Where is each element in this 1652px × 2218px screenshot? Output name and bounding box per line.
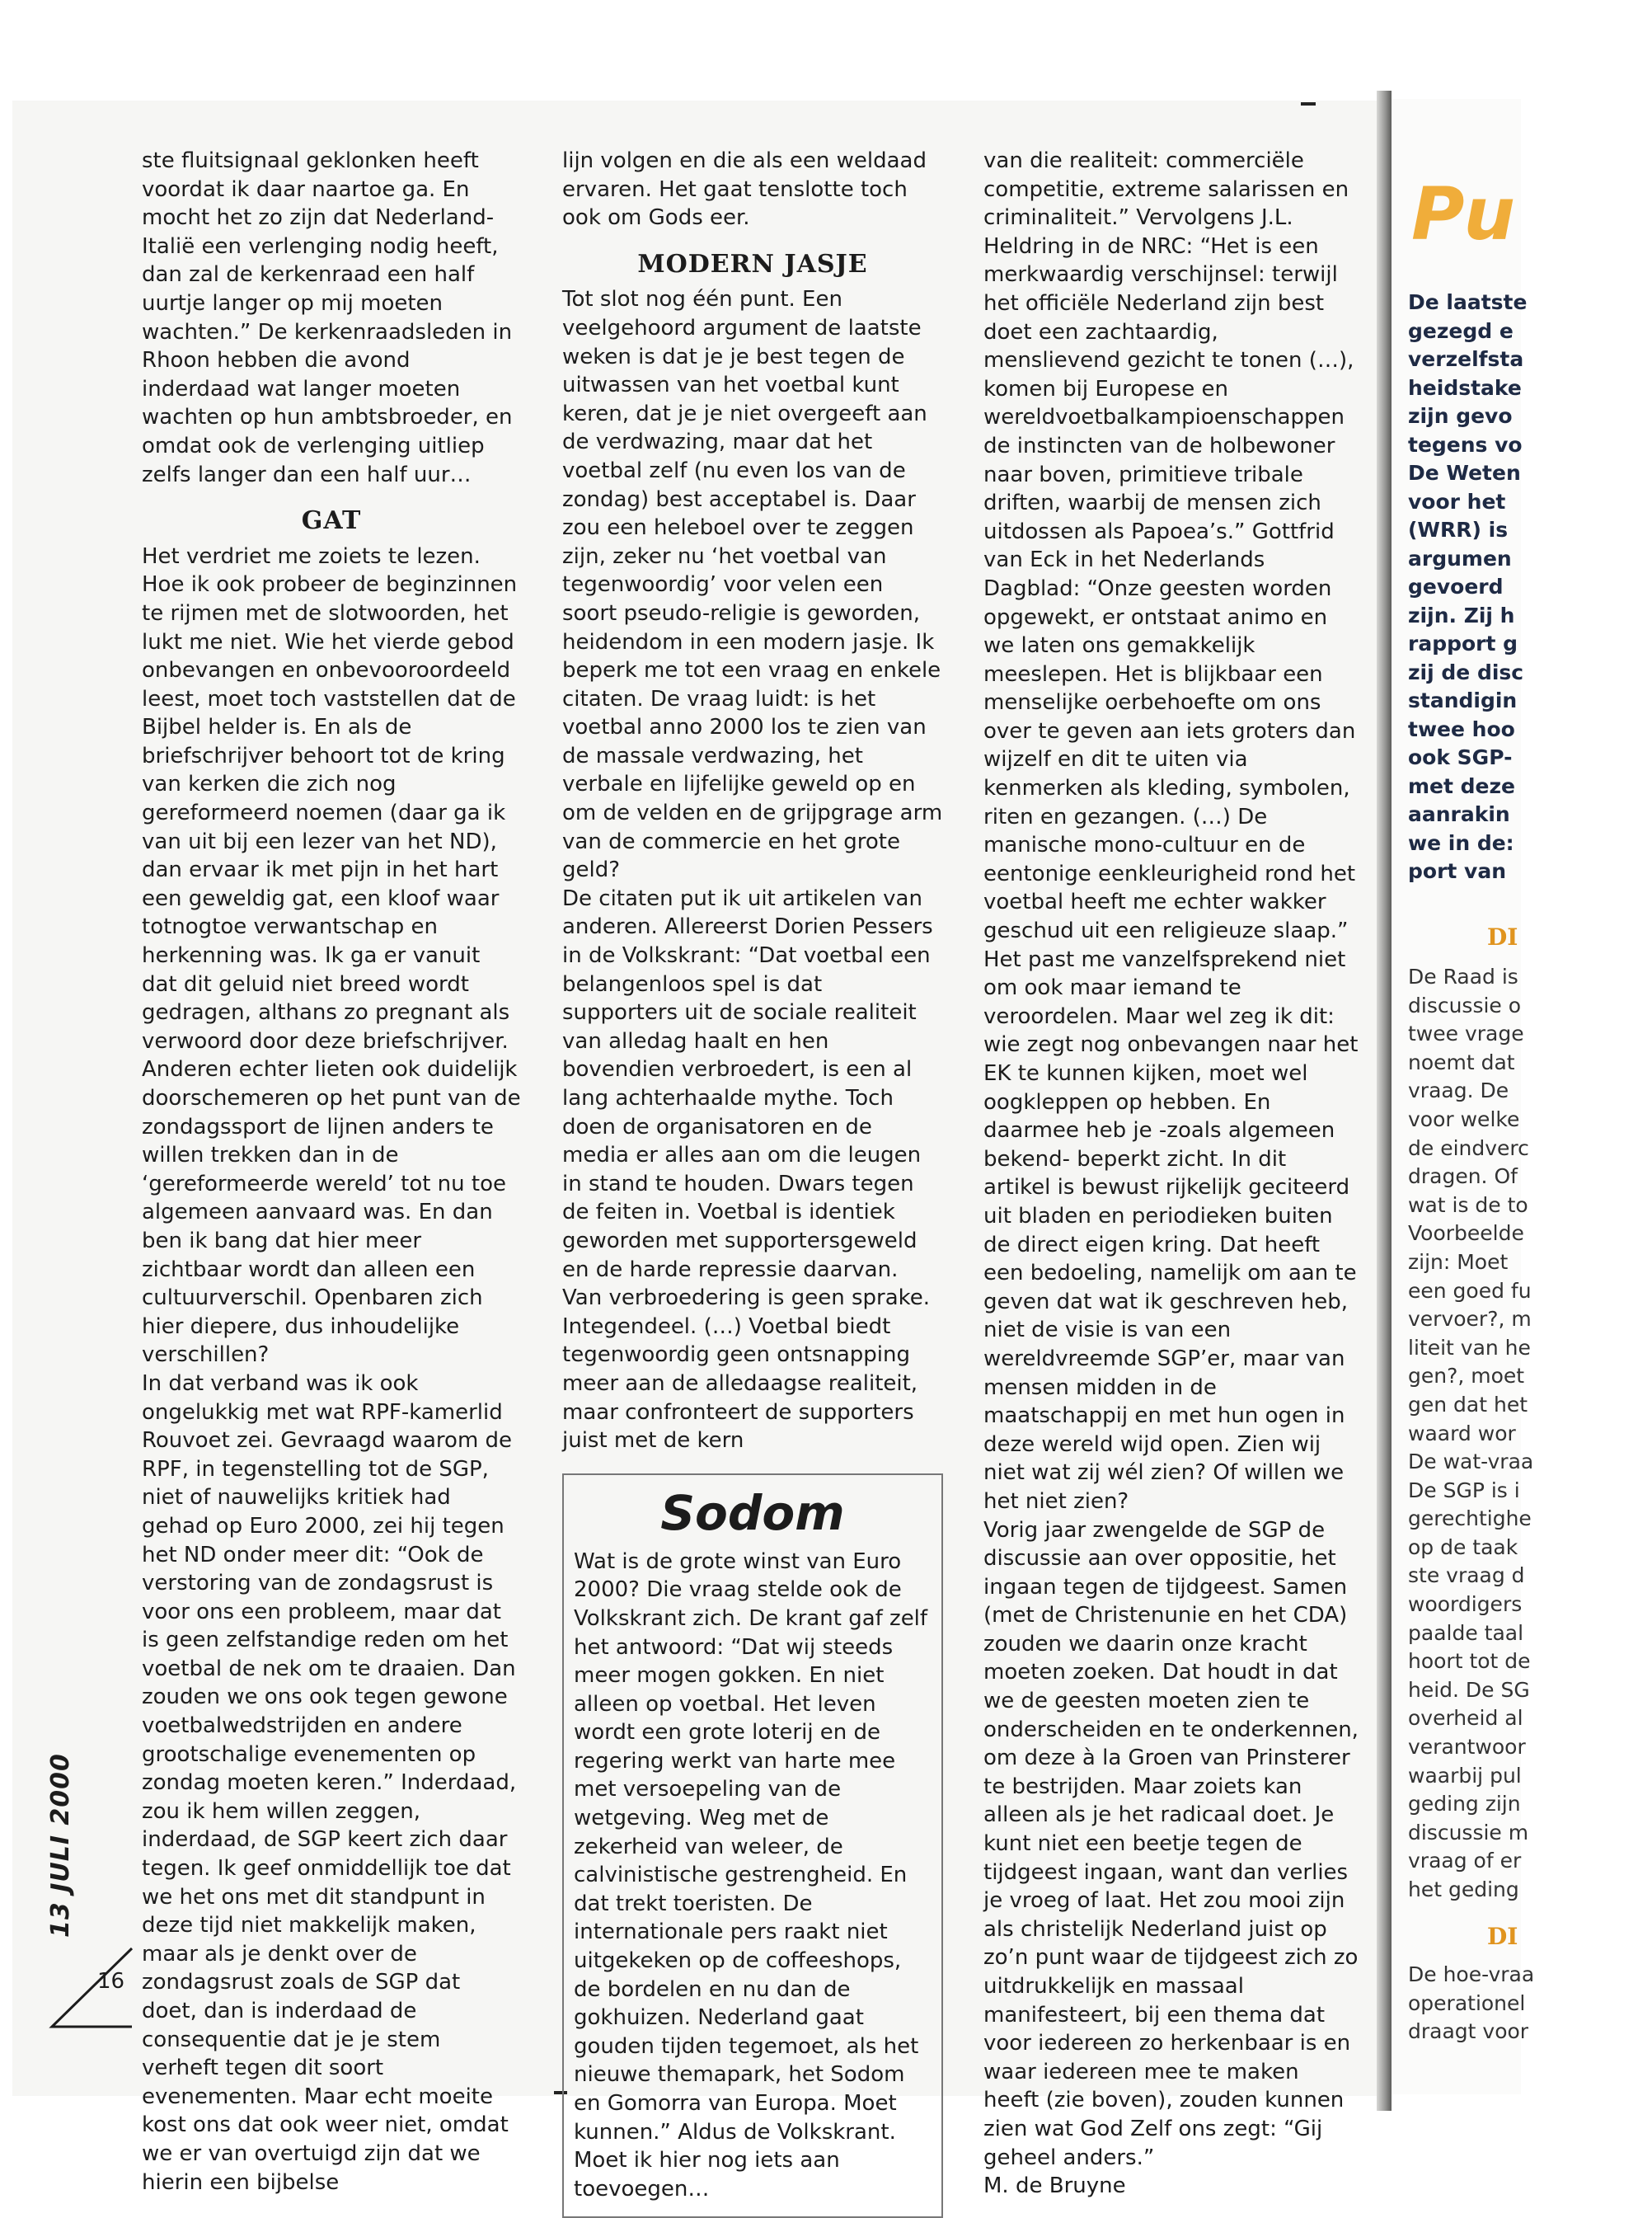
facing-page-intro (1408, 289, 1606, 886)
article-column-2 (562, 147, 943, 2218)
facing-page-line: ook SGP- (1408, 745, 1513, 769)
facing-page-line: standigin (1408, 688, 1518, 712)
article-paragraph: In dat verband was ik ook ongelukkig met wat RPF-kamerlid Rouvoet zei. Gevraagd waarom de RPF, in tegenstelling tot de SGP, niet of nauwelijks kritiek had gehad op Euro 2000, zei hij tegen het ND onder meer dit: “Ook de verstoring van de zondagsrust is voor ons een probleem, maar dat is geen zelfstandige reden om het voetbal de nek om te draaien. Dan zouden we ons ook tegen gewone voetbalwedstrijden en andere grootschalige evenementen op zondag moeten keren.” Inderdaad, zou ik hem willen zeggen, inderdaad, de SGP keert zich daar tegen. Ik geef onmiddellijk toe dat we het ons met dit standpunt in deze tijd niet makkelijk maken, maar als je denkt over de zondagsrust zoals de SGP dat doet, dan is inderdaad de consequentie dat je je stem verheft tegen dit soort evenementen. Maar echt moeite kost ons dat ook weer niet, omdat we er van overtuigd zijn dat we hierin een bijbelse (142, 1370, 517, 2195)
article-paragraph: De citaten put ik uit artikelen van anderen. Allereerst Dorien Pessers in de Volkskrant: “Dat voetbal een belangenloos spel is dat supporters uit de sociale realiteit van alledag haalt en hen bovendien verbroedert, is een al lang achterhaalde mythe. Toch doen de organisatoren en de media er alles aan om die leugen in stand te houden. Dwars tegen de feiten in. Voetbal is identiek geworden met supportersgeweld en de harde repressie daarvan. Van verbroedering is geen sprake. Integendeel. (…) Voetbal biedt tegenwoordig geen ontsnapping meer aan de alledaagse realiteit, maar confronteert de supporters juist met de kern (562, 886, 933, 1454)
facing-page-line: port van (1408, 859, 1507, 883)
facing-page-line: Voorbeelde (1408, 1221, 1524, 1246)
sidebar-title: Sodom (660, 1484, 845, 1541)
facing-page-line: verzelfsta (1408, 347, 1524, 371)
facing-page-line: heidstake (1408, 375, 1522, 400)
facing-page-line: op de taak (1408, 1534, 1518, 1559)
issue-date: 13 JULI 2000 (46, 1753, 75, 1938)
author-signature: M. de Bruyne (983, 2173, 1126, 2199)
article-column-3 (983, 147, 1359, 2201)
facing-page-line: met deze (1408, 773, 1516, 798)
sidebar-text: Wat is de grote winst van Euro 2000? Die vraag stelde ook de Volkskrant zich. De krant gaf zelf het antwoord: “Dat wij steeds meer mogen gokken. En niet alleen op voetbal. Het leven wordt een grote loterij en de regering werkt van harte mee met versoepeling van de wetgeving. Weg met de zekerheid van weleer, de calvinistische gestrengheid. En dat trekt toeristen. De internationale pers raakt niet uitgekeken op de coffeeshops, de bordelen en nu dan de gokhuizen. Nederland gaat gouden tijden tegemoet, als het nieuwe themapark, het Sodom en Gomorra van Europa. Moet kunnen.” Aldus de Volkskrant. Moet ik hier nog iets aan toevoegen… (574, 1548, 928, 2202)
facing-page-line: noemt dat (1408, 1050, 1515, 1074)
facing-page-line: (WRR) is (1408, 518, 1509, 542)
facing-page-line: zijn: Moet (1408, 1249, 1509, 1274)
page-number: 16 (97, 1969, 125, 1994)
facing-page-line: heid. De SG (1408, 1677, 1530, 1702)
facing-page-line: De laatste (1408, 290, 1528, 314)
article-paragraph: Vorig jaar zwengelde de SGP de discussie aan over oppositie, het ingaan tegen de tijdgeest. Samen (met de Christenunie en het CDA) zouden we daarin onze kracht moeten zoeken. Dat houdt in dat we de geesten moeten zien te onderscheiden en te onderkennen, om deze à la Groen van Prinsterer te bestrijden. Maar zoiets kan alleen als je het radicaal doet. Je kunt niet een beetje tegen de tijdgeest ingaan, want dan verlies je vroeg of laat. Het zou mooi zijn als christelijk Nederland juist op zo’n punt waar de tijdgeest zich zo uitdrukkelijk en massaal manifesteert, bij een thema dat voor iedereen zo herkenbaar is en waar iedereen mee te maken heeft (zie boven), zouden kunnen zien wat God Zelf ons zegt: “Gij geheel anders.” (983, 1517, 1359, 2170)
crop-mark (1301, 102, 1316, 106)
facing-page-line: gevoerd (1408, 575, 1504, 599)
facing-page-line: dragen. Of (1408, 1164, 1518, 1189)
facing-page-line: liteit van he (1408, 1335, 1531, 1360)
facing-page-title: Pu (1411, 172, 1518, 256)
facing-page-line: tegens vo (1408, 432, 1523, 457)
article-paragraph: Het verdriet me zoiets te lezen. Hoe ik ook probeer de beginzinnen te rijmen met de slotwoorden, het lukt me niet. Wie het vierde gebod onbevangen en onbevooroordeeld leest, moet toch vaststellen dat de Bijbel helder is. En als de briefschrijver behoort tot de kring van kerken die zich nog gereformeerd noemen (daar ga ik van uit bij een lezer van het ND), dan ervaar ik met pijn in het hart een geweldig gat, een kloof waar totnogtoe verwantschap en herkenning was. Ik ga er vanuit dat dit geluid niet breed wordt gedragen, althans zo pregnant als verwoord door deze briefschrijver. Anderen echter lieten ook duidelijk doorschemeren op het punt van de zondagssport de lijnen anders te willen trekken dan in de ‘gereformeerde wereld’ tot nu toe algemeen aanvaard was. En dan ben ik bang dat hier meer zichtbaar wordt dan alleen een cultuurverschil. Openbaren zich hier diepere, dus inhoudelijke verschillen? (142, 543, 521, 1368)
facing-page-line: de eindverc (1408, 1135, 1529, 1160)
facing-page-heading: DI (1487, 1923, 1518, 1950)
facing-page-line: draagt voor (1408, 2019, 1529, 2044)
facing-page-line: vraag of er (1408, 1849, 1522, 1873)
facing-page-line: discussie o (1408, 993, 1522, 1017)
facing-page-line: vraag. De (1408, 1078, 1509, 1103)
facing-page-line: discussie m (1408, 1820, 1529, 1844)
facing-page-line: argumen (1408, 546, 1512, 571)
facing-page-line: hoort tot de (1408, 1649, 1531, 1674)
section-heading-gat: GAT (301, 506, 362, 536)
page-gutter (1377, 91, 1392, 2111)
facing-page-line: De wat-vraa (1408, 1450, 1534, 1474)
article-column-1 (142, 147, 521, 2197)
facing-page-line: een goed fu (1408, 1278, 1532, 1303)
facing-page-heading: DI (1487, 923, 1518, 951)
section-heading-modern-jasje: MODERN JASJE (637, 249, 868, 279)
facing-page-body (1408, 963, 1606, 1905)
facing-page-line: gezegd e (1408, 318, 1514, 343)
facing-page-line: De SGP is i (1408, 1478, 1520, 1502)
facing-page-line: waard wor (1408, 1421, 1516, 1445)
facing-page-line: operationel (1408, 1990, 1526, 2015)
sidebar-box-sodom (562, 1473, 943, 2218)
facing-page-line: voor het (1408, 489, 1506, 514)
facing-page-line: gerechtighe (1408, 1506, 1532, 1531)
facing-page-line: overheid al (1408, 1706, 1523, 1731)
facing-page-line: het geding (1408, 1877, 1519, 1901)
facing-page-line: gen?, moet (1408, 1364, 1525, 1389)
facing-page-line: twee vrage (1408, 1022, 1524, 1046)
facing-page-line: woordigers (1408, 1592, 1523, 1617)
article-paragraph: ste fluitsignaal geklonken heeft voordat ik daar naartoe ga. En mocht het zo zijn dat Nederland- Italië een verlenging nodig heeft, dan zal de kerkenraad een half uurtje langer op mij moeten wachten.” De kerkenraadsleden in Rhoon hebben die avond inderdaad wat langer moeten wachten op hun ambtsbroeder, en omdat ook de verlenging uitliep zelfs langer dan een half uur… (142, 148, 513, 487)
facing-page-line: twee hoo (1408, 717, 1515, 741)
facing-page-line: waarbij pul (1408, 1763, 1522, 1788)
facing-page-line: De Weten (1408, 461, 1521, 485)
article-paragraph: van die realiteit: commerciële competitie, extreme salarissen en criminaliteit.” Vervolgens J.L. Heldring in de NRC: “Het is een merkwaardig verschijnsel: terwijl het officiële Nederland zijn best doet een zachtaardig, menslievend gezicht te tonen (…), komen bij Europese en wereldvoetbalkampioenschappen de instincten van de holbewoner naar boven, primitieve tribale driften, waarbij de mensen zich uitdossen als Papoea’s.” Gottfrid van Eck in het Nederlands Dagblad: “Onze geesten worden opgewekt, er ontstaat animo en we laten ons gemakkelijk meeslepen. Het is blijkbaar een menselijke oerbehoefte om ons over te geven aan iets groters dan wijzelf en dit te uiten via kenmerken als kleding, symbolen, riten en gezangen. (…) De manische mono-cultuur en de eentonige eenkleurigheid rond het voetbal heeft me echter wakker geschud uit een religieuze slaap.” Het past me vanzelfsprekend niet om ook maar iemand te veroordelen. Maar wel zeg ik dit: wie zegt nog onbevangen naar het EK te kunnen kijken, moet wel oogkleppen op hebben. En daarmee heb je -zoals algemeen bekend- beperkt zicht. In dit artikel is bewust rijkelijk geciteerd uit bladen en periodieken buiten de direct eigen kring. Dat heeft een bedoeling, namelijk om aan te geven dat wat ik geschreven heb, niet de visie is van een wereldvreemde SGP’er, maar van mensen midden in de maatschappij en met hun ogen in deze wereld wijd open. Zien wij niet wat zij wél zien? Of willen we het niet zien? (983, 148, 1359, 1514)
facing-page-line: zijn gevo (1408, 404, 1513, 428)
article-paragraph: Tot slot nog één punt. Een veelgehoord argument de laatste weken is dat je je best tegen de uitwassen van het voetbal kunt keren, dat je je niet overgeeft aan de verdwazing, maar dat het voetbal zelf (nu even los van de zondag) best acceptabel is. Daar zou een heleboel over te zeggen zijn, zeker nu ‘het voetbal van tegenwoordig’ voor velen een soort pseudo-religie is geworden, heidendom in een modern jasje. Ik beperk me tot een vraag en enkele citaten. De vraag luidt: is het voetbal anno 2000 los te zien van de massale verdwazing, het verbale en lijfelijke geweld op en om de velden en de grijpgrage arm van de commercie en het grote geld? (562, 287, 943, 883)
facing-page-line: De Raad is (1408, 965, 1518, 989)
facing-page-line: ste vraag d (1408, 1563, 1525, 1588)
facing-page-line: paalde taal (1408, 1620, 1524, 1645)
facing-page-line: zijn. Zij h (1408, 603, 1515, 627)
article-paragraph: lijn volgen en die als een weldaad ervaren. Het gaat tenslotte toch ook om Gods eer. (562, 148, 927, 231)
facing-page-line: aanrakin (1408, 802, 1510, 826)
facing-page-line: voor welke (1408, 1107, 1520, 1131)
facing-page-line: vervoer?, m (1408, 1307, 1532, 1332)
facing-page-line: wat is de to (1408, 1192, 1528, 1217)
facing-page-line: verantwoor (1408, 1735, 1526, 1760)
facing-page-line: rapport g (1408, 632, 1518, 656)
facing-page-line: De hoe-vraa (1408, 1962, 1535, 1986)
facing-page-line: we in de: (1408, 830, 1514, 855)
facing-page-body (1408, 1961, 1606, 2046)
facing-page-line: geding zijn (1408, 1792, 1521, 1816)
facing-page-line: gen dat het (1408, 1392, 1528, 1417)
facing-page-line: zij de disc (1408, 660, 1524, 684)
facing-page (1392, 99, 1535, 2094)
